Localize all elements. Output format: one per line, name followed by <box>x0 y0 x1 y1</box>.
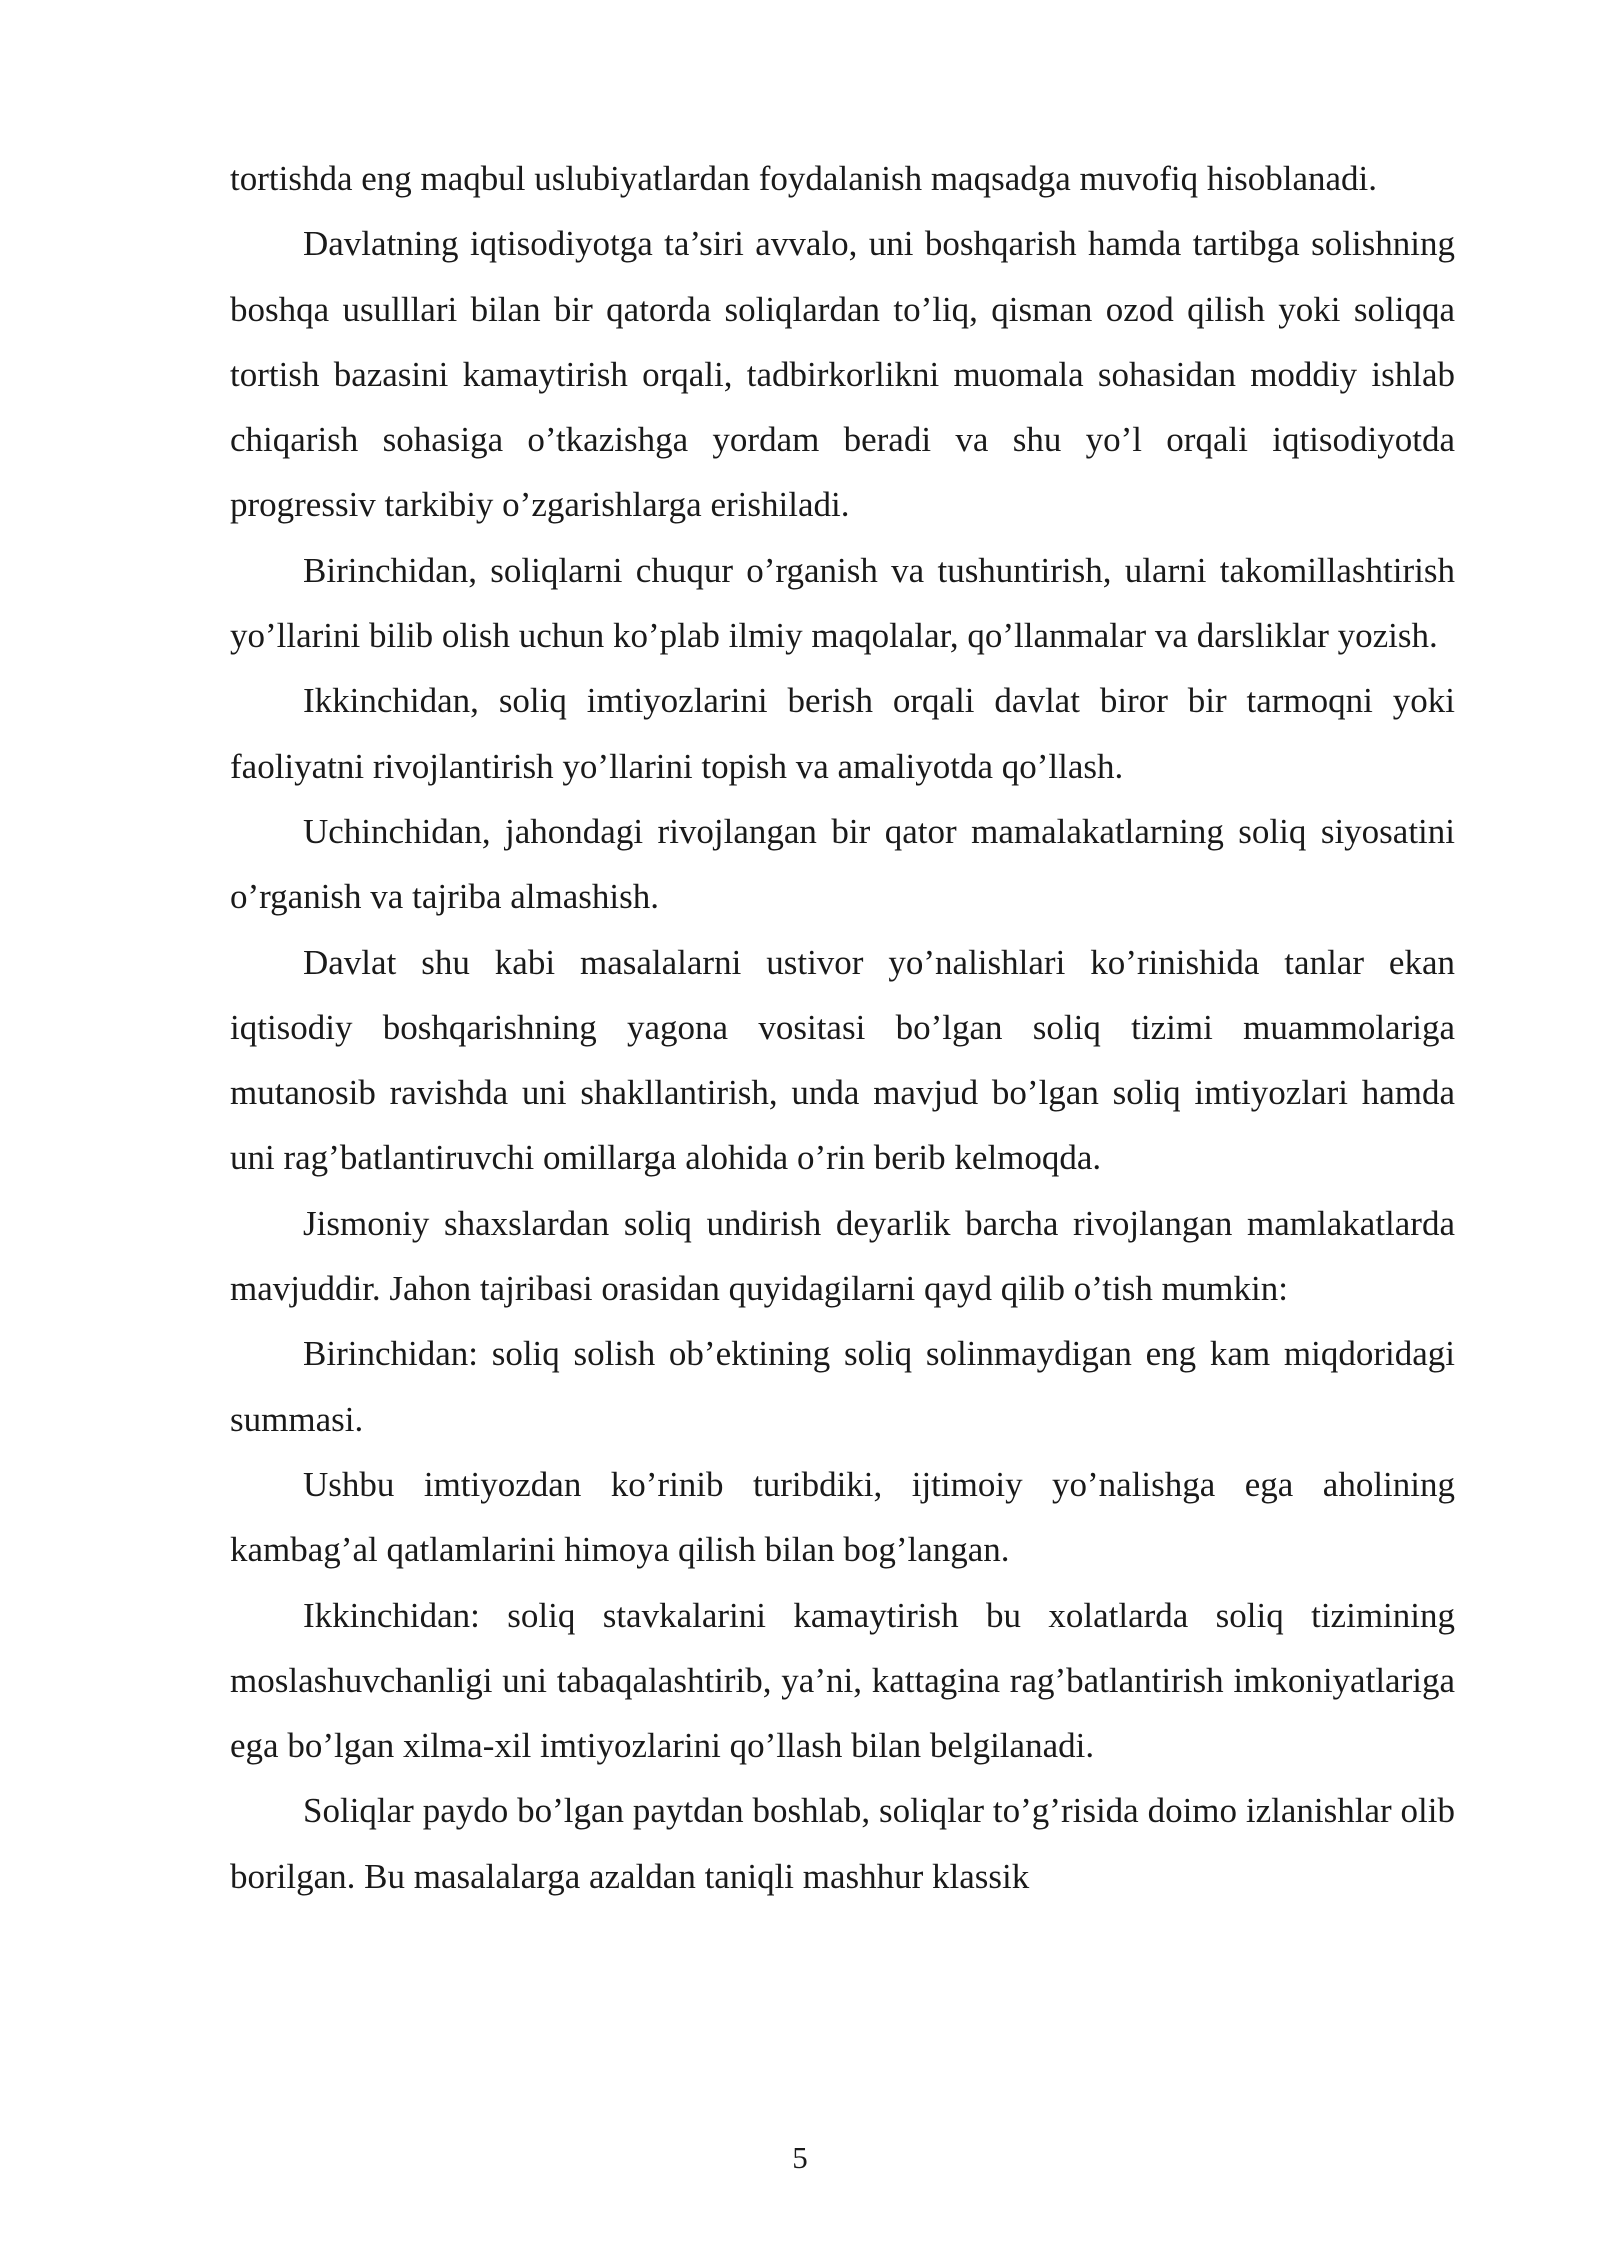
page-number: 5 <box>792 2140 808 2175</box>
paragraph: Ikkinchidan: soliq stavkalarini kamaytirish bu xolatlarda soliq tizimining moslashuvchanligi uni tabaqalashtirib, ya’ni, kattagina rag’batlantirish imkoniyatlariga ega bo’lgan xilma-xil imtiyozlarini qo’llash bilan belgilanadi. <box>230 1595 1455 1766</box>
paragraph: Davlat shu kabi masalalarni ustivor yo’nalishlari ko’rinishida tanlar ekan iqtisodiy boshqarishning yagona vositasi bo’lgan soliq tizimi muammolariga mutanosib ravishda uni shakllantirish, unda mavjud bo’lgan soliq imtiyozlari hamda uni rag’batlantiruvchi omillarga alohida o’rin berib kelmoqda. <box>230 942 1455 1178</box>
paragraph: Soliqlar paydo bo’lgan paytdan boshlab, soliqlar to’g’risida doimo izlanishlar olib borilgan. Bu masalalarga azaldan taniqli mashhur klassik <box>230 1791 1455 1896</box>
page-body <box>230 146 1455 1909</box>
paragraph-continuation: tortishda eng maqbul uslubiyatlardan foydalanish maqsadga muvofiq hisoblanadi. <box>230 159 1377 198</box>
paragraph: Jismoniy shaxslardan soliq undirish deyarlik barcha rivojlangan mamlakatlarda mavjuddir. Jahon tajribasi orasidan quyidagilarni qayd qilib o’tish mumkin: <box>230 1203 1455 1309</box>
paragraph: Birinchidan: soliq solish ob’ektining soliq solinmaydigan eng kam miqdoridagi summasi. <box>230 1334 1455 1439</box>
paragraph: Ikkinchidan, soliq imtiyozlarini berish orqali davlat biror bir tarmoqni yoki faoliyatni rivojlantirish yo’llarini topish va amaliyotda qo’llash. <box>230 681 1455 786</box>
paragraph: Birinchidan, soliqlarni chuqur o’rganish va tushuntirish, ularni takomillashtirish yo’llarini bilib olish uchun ko’plab ilmiy maqolalar, qo’llanmalar va darsliklar yozish. <box>230 550 1455 656</box>
paragraph: Uchinchidan, jahondagi rivojlangan bir qator mamalakatlarning soliq siyosatini o’rganish va tajriba almashish. <box>230 811 1455 917</box>
paragraph: Ushbu imtiyozdan ko’rinib turibdiki, ijtimoiy yo’nalishga ega aholining kambag’al qatlamlarini himoya qilish bilan bog’langan. <box>230 1464 1455 1570</box>
paragraph: Davlatning iqtisodiyotga ta’siri avvalo, uni boshqarish hamda tartibga solishning boshqa usulllari bilan bir qatorda soliqlardan to’liq, qisman ozod qilish yoki soliqqa tortish bazasini kamaytirish orqali, tadbirkorlikni muomala sohasidan moddiy ishlab chiqarish sohasiga o’tkazishga yordam beradi va shu yo’l orqali iqtisodiyotda progressiv tarkibiy o’zgarishlarga erishiladi. <box>230 224 1455 525</box>
